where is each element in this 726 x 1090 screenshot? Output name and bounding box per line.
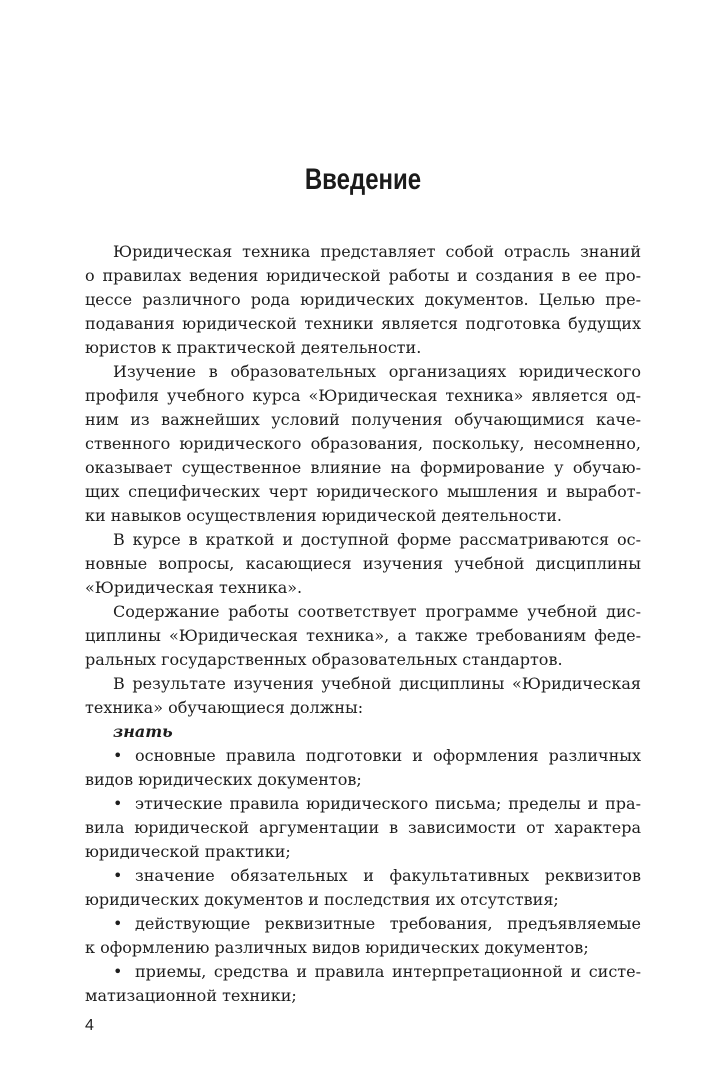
paragraph-2-line-7: ки навыков осуществления юридической деятельности. (85, 506, 562, 525)
bullet-4-line-1: действующие реквизитные требования, предъявляемые (135, 914, 641, 933)
bullet-3-line-1: значение обязательных и факультативных реквизитов (135, 866, 641, 885)
bullet-dot-icon: • (113, 962, 123, 981)
bullet-item-5 (113, 960, 641, 984)
bullet-dot-icon: • (113, 746, 123, 765)
bullet-5-line-1: приемы, средства и правила интерпретационной и систе- (135, 962, 641, 981)
paragraph-2-line-3: ним из важнейших условий получения обучающимися каче- (85, 410, 641, 429)
bullet-1-line-2: видов юридических документов; (85, 770, 362, 789)
paragraph-5-line-1: В результате изучения учебной дисциплины «Юридическая (113, 674, 641, 693)
paragraph-2-line-2: профиля учебного курса «Юридическая техника» является од- (85, 386, 641, 405)
bullet-dot-icon: • (113, 866, 123, 885)
paragraph-4-line-2: циплины «Юридическая техника», а также требованиям феде- (85, 626, 641, 645)
paragraph-3-line-2: новные вопросы, касающиеся изучения учебной дисциплины (85, 554, 641, 573)
paragraph-2-line-4: ственного юридического образования, поскольку, несомненно, (85, 434, 641, 453)
bullet-5-line-2: матизационной техники; (85, 986, 297, 1005)
bullet-4-line-2: к оформлению различных видов юридических документов; (85, 938, 589, 957)
paragraph-1-line-4: подавания юридической техники является подготовка будущих (85, 314, 641, 333)
paragraph-1-line-3: цессе различного рода юридических документов. Целью пре- (85, 290, 641, 309)
bullet-2-line-3: юридической практики; (85, 842, 291, 861)
paragraph-1-line-2: о правилах ведения юридической работы и создания в ее про- (85, 266, 641, 285)
paragraph-4-line-3: ральных государственных образовательных стандартов. (85, 650, 563, 669)
bullet-item-4 (113, 912, 641, 936)
page-title: Введение (304, 163, 422, 196)
bullet-dot-icon: • (113, 794, 123, 813)
bullet-2-line-1: этические правила юридического письма; пределы и пра- (135, 794, 641, 813)
bullet-2-line-2: вила юридической аргументации в зависимости от характера (85, 818, 641, 837)
bullet-dot-icon: • (113, 914, 123, 933)
bullet-item-2 (113, 792, 641, 816)
paragraph-2-line-6: щих специфических черт юридического мышления и выработ- (85, 482, 641, 501)
paragraph-5-line-2: техника» обучающиеся должны: (85, 698, 364, 717)
paragraph-1-line-1: Юридическая техника представляет собой отрасль знаний (113, 242, 641, 261)
paragraph-3-line-1: В курсе в краткой и доступной форме рассматриваются ос- (113, 530, 641, 549)
page-number: 4 (85, 1017, 94, 1034)
paragraph-4-line-1: Содержание работы соответствует программе учебной дис- (113, 602, 641, 621)
know-label: знать (113, 722, 173, 741)
bullet-3-line-2: юридических документов и последствия их отсутствия; (85, 890, 559, 909)
paragraph-2-line-1: Изучение в образовательных организациях юридического (113, 362, 641, 381)
paragraph-3-line-3: «Юридическая техника». (85, 578, 303, 597)
paragraph-1-line-5: юристов к практической деятельности. (85, 338, 422, 357)
bullet-item-1 (113, 744, 641, 768)
paragraph-2-line-5: оказывает существенное влияние на формирование у обучаю- (85, 458, 641, 477)
bullet-1-line-1: основные правила подготовки и оформления различных (135, 746, 641, 765)
bullet-item-3 (113, 864, 641, 888)
